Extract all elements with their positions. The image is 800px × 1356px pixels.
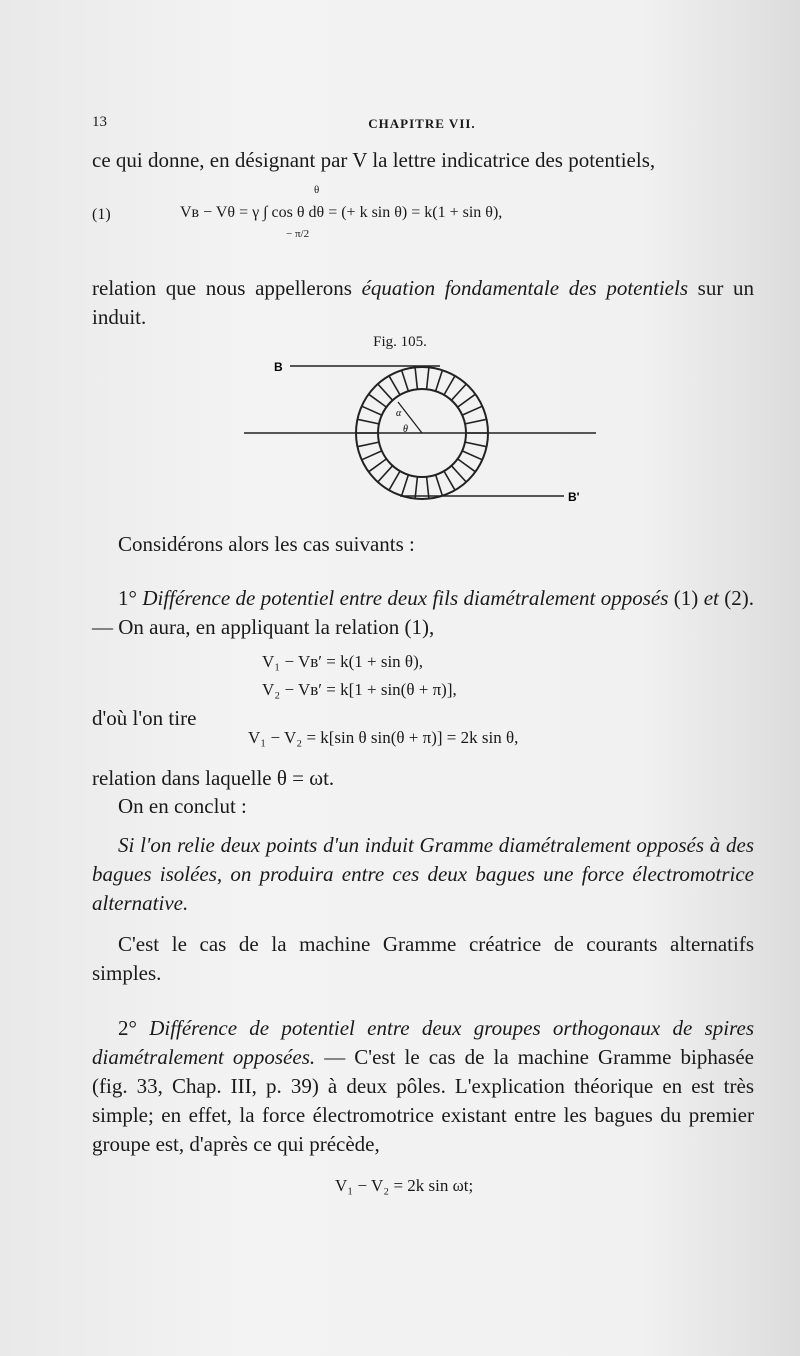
coil-winding — [436, 370, 443, 391]
on-en-conclut-line: On en conclut : — [118, 794, 247, 818]
equation-1: Vʙ − Vθ = γ ∫ cos θ dθ = (+ k sin θ) = k(1 + sin θ), — [180, 204, 503, 221]
coil-winding — [465, 442, 487, 447]
chapter-heading: CHAPITRE VII. — [368, 116, 476, 131]
coil-winding — [458, 394, 476, 407]
coil-winding — [369, 394, 387, 407]
coil-winding — [427, 367, 429, 389]
relation-suffix: sur un induit. — [92, 276, 755, 329]
relation-prefix: relation que nous appellerons — [92, 276, 362, 300]
case-2-rest: — C'est le cas de la machine Gramme biphasée (fig. 33, Chap. III, p. 39) à deux pôles. L'explication théorique en est très simple; en effet, la force électromotrice existant entre les bagues du premier groupe est, d'après ce qui précède, — [92, 1045, 754, 1156]
dou-line: d'où l'on tire — [92, 706, 197, 730]
equation-final: V₁ − V₂ = 2k sin ωt; — [335, 1176, 474, 1195]
page-header — [92, 114, 752, 138]
coil-winding — [465, 419, 487, 424]
coil-winding — [362, 406, 382, 415]
figure-caption: Fig. 105. — [373, 334, 427, 350]
considerons-paragraph: Considérons alors les cas suivants : — [118, 532, 415, 556]
conclusion-paragraph: Si l'on relie deux points d'un induit Gramme diamétralement opposés à des bagues isolées, on produira entre ces deux bagues une force électromotrice alternative. — [92, 833, 754, 915]
case-1-rest: (2). — On aura, en appliquant la relation (1), — [92, 586, 754, 639]
coil-winding — [462, 406, 482, 415]
relation-paragraph — [92, 274, 754, 332]
case-2-number: 2° — [118, 1016, 137, 1040]
coil-winding — [462, 451, 482, 460]
equation-v2: V₂ − Vʙ′ = k[1 + sin(θ + π)], — [262, 680, 457, 699]
coil-winding — [444, 376, 455, 395]
cest-paragraph: C'est le cas de la machine Gramme créatrice de courants alternatifs simples. — [92, 932, 754, 985]
case-2-title: Différence de potentiel entre deux groupes orthogonaux de spires diamétralement opposées. — [92, 1016, 754, 1069]
label-alpha: α — [396, 408, 402, 419]
integral-lower-limit: − π/2 — [286, 228, 310, 240]
coil-winding — [389, 471, 400, 490]
label-theta: θ — [403, 424, 408, 435]
coil-winding — [402, 475, 409, 496]
case-1-paragraph — [92, 584, 754, 642]
radius-line — [398, 402, 422, 433]
equation-number: (1) — [92, 206, 111, 223]
coil-winding — [378, 466, 393, 482]
coil-winding — [458, 459, 476, 472]
coil-winding — [357, 419, 379, 424]
coil-winding — [369, 459, 387, 472]
coil-winding — [402, 370, 409, 391]
case-1-number: 1° — [118, 586, 137, 610]
coil-winding — [362, 451, 382, 460]
coil-winding — [357, 442, 379, 447]
equation-v1: V₁ − Vʙ′ = k(1 + sin θ), — [262, 652, 423, 671]
case-2-paragraph — [92, 1014, 754, 1159]
equation-v1-minus-v2: V₁ − V₂ = k[sin θ sin(θ + π)] = 2k sin θ, — [248, 728, 519, 747]
case-1-title: Différence de potentiel entre deux fils diamétralement opposés — [142, 586, 669, 610]
integral-upper-limit: θ — [314, 184, 320, 196]
coil-winding — [436, 475, 443, 496]
relation-dans-line: relation dans laquelle θ = ωt. — [92, 766, 335, 790]
relation-italic: équation fondamentale des potentiels — [361, 276, 689, 300]
coil-winding — [444, 471, 455, 490]
label-b: B — [274, 360, 283, 374]
case-1-et: et — [703, 586, 719, 610]
coil-winding — [451, 466, 466, 482]
intro-paragraph: ce qui donne, en désignant par V la lettre indicatrice des potentiels, — [92, 148, 656, 172]
figure-ring-armature — [230, 350, 610, 510]
coil-winding — [378, 384, 393, 400]
coil-winding — [451, 384, 466, 400]
label-b-prime: B' — [568, 490, 580, 504]
page-number: 13 — [92, 114, 107, 130]
coil-winding — [415, 367, 417, 389]
coil-winding — [389, 376, 400, 395]
case-1-mid: (1) — [668, 586, 704, 610]
